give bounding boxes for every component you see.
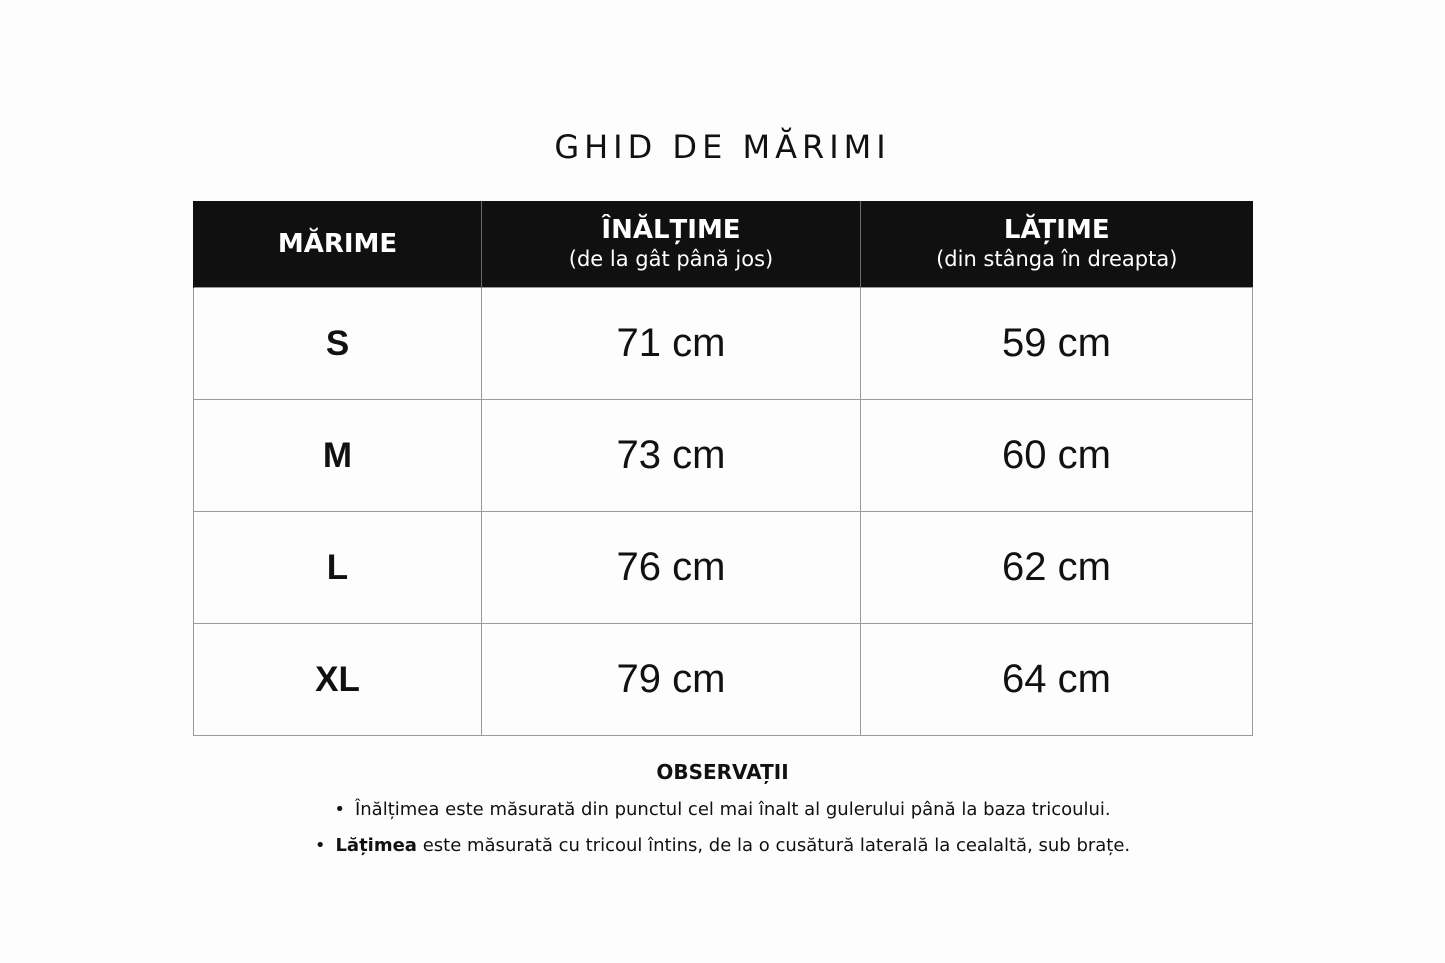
- size-cell: L: [194, 512, 482, 624]
- table-row: [194, 624, 1253, 736]
- header-width: [861, 201, 1253, 288]
- header-height-sublabel: (de la gât până jos): [568, 247, 774, 271]
- width-cell: 59 cm: [861, 288, 1253, 400]
- height-cell: 71 cm: [482, 288, 861, 400]
- table-row: [194, 288, 1253, 400]
- width-cell: 64 cm: [861, 624, 1253, 736]
- height-cell: 76 cm: [482, 512, 861, 624]
- size-cell: S: [194, 288, 482, 400]
- width-cell: 60 cm: [861, 400, 1253, 512]
- size-table: [193, 201, 1253, 736]
- size-cell: XL: [194, 624, 482, 736]
- list-item: [0, 798, 1445, 822]
- notes-title: OBSERVAȚII: [656, 760, 789, 784]
- header-width-label: LĂȚIME: [1003, 215, 1110, 245]
- note-text: Înălțimea este măsurată din punctul cel mai înalt al gulerului până la baza tricoului.: [354, 799, 1111, 820]
- header-size: [194, 201, 482, 288]
- header-height-label: ÎNĂLȚIME: [601, 215, 741, 245]
- header-height: [482, 201, 861, 288]
- note-bold-text: Lățimea: [335, 835, 417, 856]
- page-title: GHID DE MĂRIMI: [554, 128, 891, 166]
- table-row: [194, 512, 1253, 624]
- notes-section: [0, 760, 1445, 870]
- height-cell: 79 cm: [482, 624, 861, 736]
- list-item: [0, 834, 1445, 858]
- width-cell: 62 cm: [861, 512, 1253, 624]
- table-row: [194, 400, 1253, 512]
- bullet-icon: •: [334, 799, 345, 820]
- height-cell: 73 cm: [482, 400, 861, 512]
- bullet-icon: •: [314, 835, 326, 856]
- table-header-row: [194, 201, 1253, 288]
- header-width-sublabel: (din stânga în dreapta): [936, 247, 1178, 271]
- note-text: este măsurată cu tricoul întins, de la o cusătură laterală la cealaltă, sub brațe.: [416, 835, 1131, 856]
- header-size-label: MĂRIME: [277, 229, 398, 259]
- notes-list: [0, 798, 1445, 858]
- size-cell: M: [194, 400, 482, 512]
